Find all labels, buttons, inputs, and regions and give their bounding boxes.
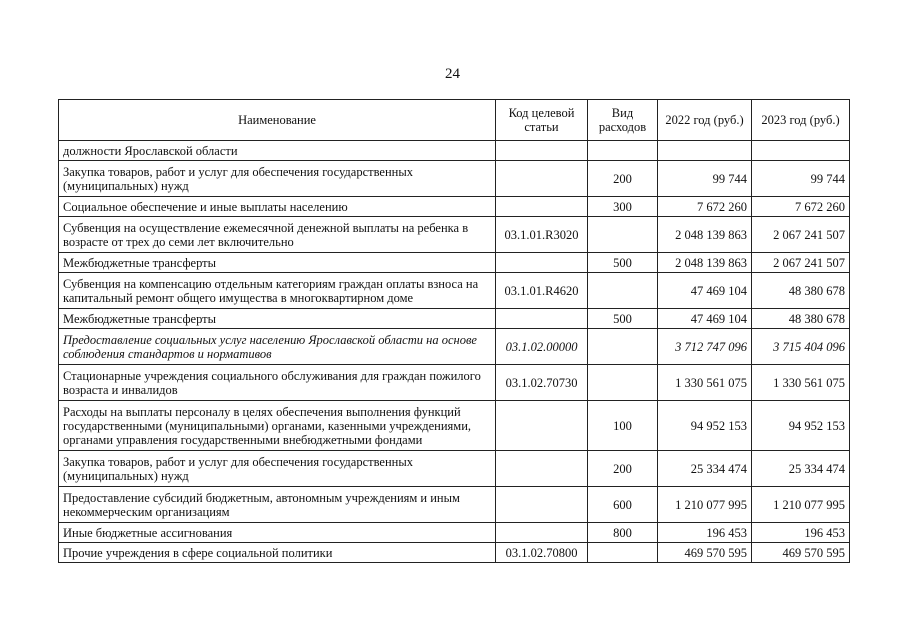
row-amount-2023: 469 570 595 bbox=[752, 543, 850, 563]
row-expense-type bbox=[588, 543, 658, 563]
row-name: Закупка товаров, работ и услуг для обеспечения государственных (муниципальных) нужд bbox=[59, 161, 496, 197]
row-code bbox=[496, 253, 588, 273]
table-row bbox=[59, 217, 850, 253]
row-code bbox=[496, 309, 588, 329]
row-code: 03.1.02.70730 bbox=[496, 365, 588, 401]
row-amount-2022 bbox=[658, 141, 752, 161]
row-name: Закупка товаров, работ и услуг для обеспечения государственных (муниципальных) нужд bbox=[59, 451, 496, 487]
row-expense-type bbox=[588, 141, 658, 161]
row-amount-2022: 1 330 561 075 bbox=[658, 365, 752, 401]
table-body bbox=[59, 141, 850, 563]
row-amount-2023: 2 067 241 507 bbox=[752, 217, 850, 253]
header-name: Наименование bbox=[59, 100, 496, 141]
header-2023: 2023 год (руб.) bbox=[752, 100, 850, 141]
table-row bbox=[59, 273, 850, 309]
row-code: 03.1.01.R4620 bbox=[496, 273, 588, 309]
row-expense-type: 300 bbox=[588, 197, 658, 217]
row-amount-2022: 7 672 260 bbox=[658, 197, 752, 217]
row-amount-2023: 196 453 bbox=[752, 523, 850, 543]
table-row bbox=[59, 161, 850, 197]
header-row bbox=[59, 100, 850, 141]
row-amount-2023 bbox=[752, 141, 850, 161]
row-code bbox=[496, 161, 588, 197]
row-name: Расходы на выплаты персоналу в целях обеспечения выполнения функций государственными (муниципальными) органами, казенными учреждениями, органами управления государственными внебюджетными фондами bbox=[59, 401, 496, 451]
row-name: Субвенция на компенсацию отдельным категориям граждан оплаты взноса на капитальный ремонт общего имущества в многоквартирном доме bbox=[59, 273, 496, 309]
row-name: Межбюджетные трансферты bbox=[59, 309, 496, 329]
row-amount-2023: 3 715 404 096 bbox=[752, 329, 850, 365]
row-amount-2023: 48 380 678 bbox=[752, 273, 850, 309]
table-row bbox=[59, 543, 850, 563]
row-amount-2022: 99 744 bbox=[658, 161, 752, 197]
row-name: Стационарные учреждения социального обслуживания для граждан пожилого возраста и инвалидов bbox=[59, 365, 496, 401]
row-expense-type: 200 bbox=[588, 161, 658, 197]
row-expense-type: 200 bbox=[588, 451, 658, 487]
row-amount-2023: 25 334 474 bbox=[752, 451, 850, 487]
row-code bbox=[496, 141, 588, 161]
row-name: Межбюджетные трансферты bbox=[59, 253, 496, 273]
table-row bbox=[59, 197, 850, 217]
row-amount-2023: 1 330 561 075 bbox=[752, 365, 850, 401]
row-amount-2023: 48 380 678 bbox=[752, 309, 850, 329]
row-amount-2022: 94 952 153 bbox=[658, 401, 752, 451]
row-code bbox=[496, 487, 588, 523]
row-amount-2022: 47 469 104 bbox=[658, 309, 752, 329]
row-amount-2022: 196 453 bbox=[658, 523, 752, 543]
page-number: 24 bbox=[445, 66, 460, 82]
row-expense-type: 500 bbox=[588, 309, 658, 329]
table-row bbox=[59, 451, 850, 487]
row-name: Предоставление социальных услуг населению Ярославской области на основе соблюдения стандартов и нормативов bbox=[59, 329, 496, 365]
row-code bbox=[496, 451, 588, 487]
row-expense-type bbox=[588, 365, 658, 401]
row-amount-2022: 2 048 139 863 bbox=[658, 253, 752, 273]
table-row bbox=[59, 309, 850, 329]
table-row bbox=[59, 141, 850, 161]
row-amount-2022: 47 469 104 bbox=[658, 273, 752, 309]
row-amount-2023: 1 210 077 995 bbox=[752, 487, 850, 523]
budget-table bbox=[58, 99, 850, 563]
row-amount-2022: 25 334 474 bbox=[658, 451, 752, 487]
header-code: Код целевой статьи bbox=[496, 100, 588, 141]
row-code: 03.1.01.R3020 bbox=[496, 217, 588, 253]
row-expense-type: 500 bbox=[588, 253, 658, 273]
row-amount-2023: 2 067 241 507 bbox=[752, 253, 850, 273]
header-2022: 2022 год (руб.) bbox=[658, 100, 752, 141]
row-code bbox=[496, 197, 588, 217]
row-expense-type bbox=[588, 329, 658, 365]
row-expense-type: 600 bbox=[588, 487, 658, 523]
row-expense-type: 800 bbox=[588, 523, 658, 543]
row-code bbox=[496, 523, 588, 543]
table-row bbox=[59, 523, 850, 543]
row-amount-2022: 1 210 077 995 bbox=[658, 487, 752, 523]
row-amount-2023: 99 744 bbox=[752, 161, 850, 197]
header-type: Вид расходов bbox=[588, 100, 658, 141]
row-name: должности Ярославской области bbox=[59, 141, 496, 161]
row-amount-2022: 2 048 139 863 bbox=[658, 217, 752, 253]
row-code bbox=[496, 401, 588, 451]
row-amount-2022: 3 712 747 096 bbox=[658, 329, 752, 365]
row-expense-type bbox=[588, 217, 658, 253]
row-amount-2022: 469 570 595 bbox=[658, 543, 752, 563]
row-amount-2023: 7 672 260 bbox=[752, 197, 850, 217]
table-row bbox=[59, 401, 850, 451]
row-expense-type: 100 bbox=[588, 401, 658, 451]
row-code: 03.1.02.70800 bbox=[496, 543, 588, 563]
row-name: Предоставление субсидий бюджетным, автономным учреждениям и иным некоммерческим организациям bbox=[59, 487, 496, 523]
table-row bbox=[59, 253, 850, 273]
row-name: Социальное обеспечение и иные выплаты населению bbox=[59, 197, 496, 217]
table-header bbox=[59, 100, 850, 141]
row-amount-2023: 94 952 153 bbox=[752, 401, 850, 451]
row-name: Субвенция на осуществление ежемесячной денежной выплаты на ребенка в возрасте от трех до семи лет включительно bbox=[59, 217, 496, 253]
row-code: 03.1.02.00000 bbox=[496, 329, 588, 365]
table-row bbox=[59, 487, 850, 523]
table-row bbox=[59, 329, 850, 365]
row-name: Прочие учреждения в сфере социальной политики bbox=[59, 543, 496, 563]
table-row bbox=[59, 365, 850, 401]
row-name: Иные бюджетные ассигнования bbox=[59, 523, 496, 543]
row-expense-type bbox=[588, 273, 658, 309]
